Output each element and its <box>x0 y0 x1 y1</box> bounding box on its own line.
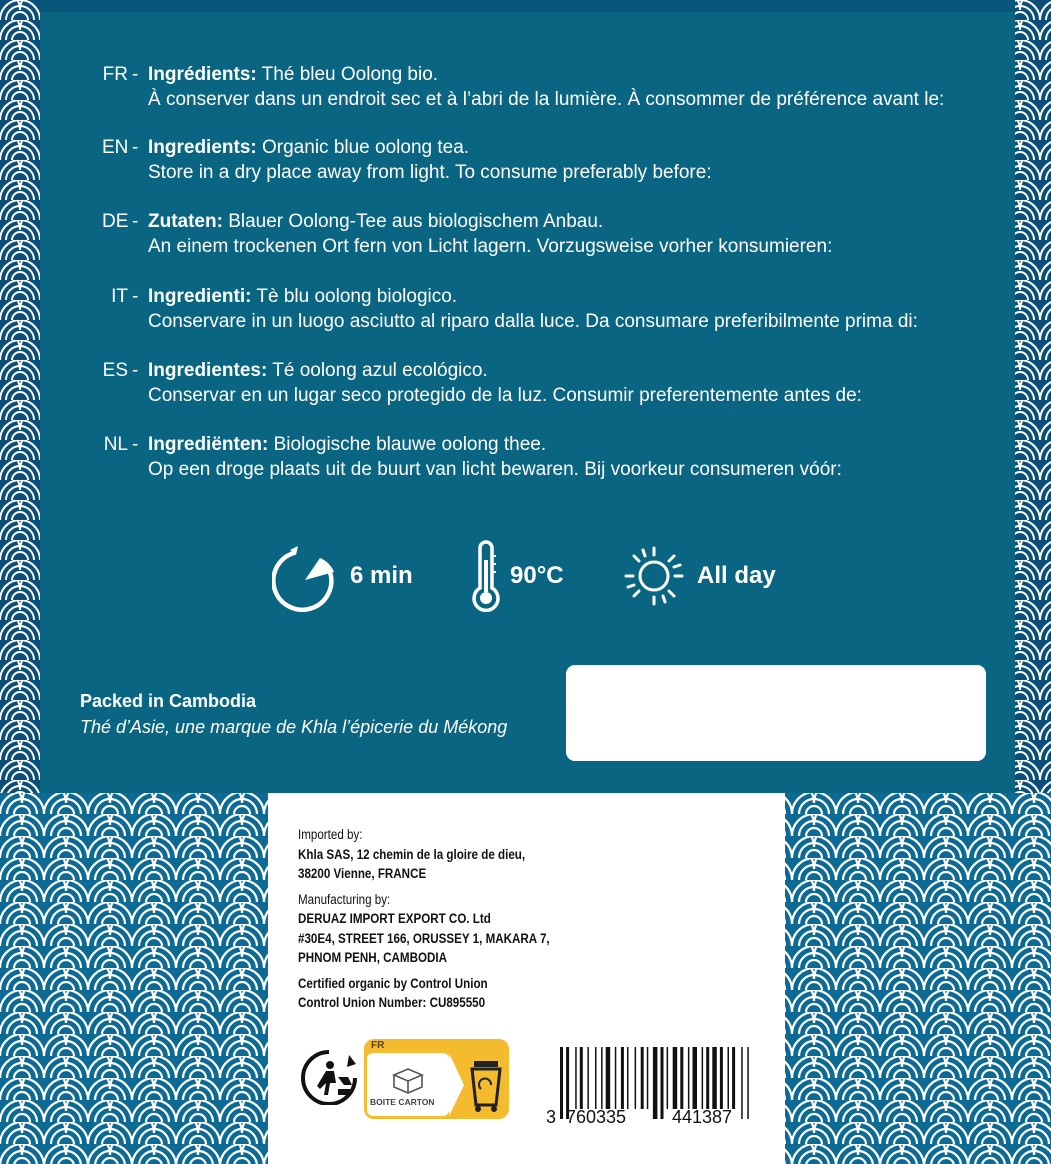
manufacturer-line3: PHNOM PENH, CAMBODIA <box>298 950 448 965</box>
ingredients-text: Thé bleu Oolong bio. <box>256 64 439 85</box>
barcode-bar <box>702 1047 704 1109</box>
language-code: ES <box>102 360 128 381</box>
ingredients-text: Tè blu oolong biologico. <box>251 286 458 307</box>
barcode-bar <box>587 1047 589 1109</box>
origin-info <box>80 688 507 740</box>
manufacturer-line1: DERUAZ IMPORT EXPORT CO. Ltd <box>298 911 491 926</box>
ingredients-text: Té oolong azul ecológico. <box>267 360 488 381</box>
barcode-bar <box>601 1047 603 1109</box>
barcode-group1: 760335 <box>566 1107 627 1127</box>
importer-address-line1: Khla SAS, 12 chemin de la gloire de dieu, <box>298 846 526 862</box>
brew-temperature-label: 90°C <box>510 562 564 589</box>
brew-time <box>272 538 432 614</box>
language-code: FR <box>102 64 128 85</box>
brew-temperature <box>470 538 590 614</box>
storage-text: An einem trockenen Ort fern von Licht lagern. Vorzugsweise vorher konsumieren: <box>148 236 833 257</box>
language-code: IT <box>111 286 128 307</box>
barcode-bar <box>732 1047 735 1109</box>
barcode-bar <box>661 1047 664 1119</box>
language-code: DE <box>102 211 129 232</box>
ingredients-text: Blauer Oolong-Tee aus biologischem Anbau. <box>222 211 604 232</box>
recycle-country: FR <box>371 1040 385 1051</box>
ingredients-title: Ingredientes: <box>148 360 268 381</box>
storage-text: Store in a dry place away from light. To consume preferably before: <box>148 162 712 183</box>
barcode-bar <box>741 1047 743 1119</box>
imported-heading: Imported by: <box>298 827 363 842</box>
company-info <box>298 825 550 1013</box>
sun-icon <box>622 544 686 608</box>
triman-recycling-icon <box>300 1049 358 1105</box>
barcode-bar <box>606 1047 611 1109</box>
brew-moment <box>622 538 822 614</box>
date-sticker-area <box>566 665 986 761</box>
barcode-bar <box>747 1047 749 1119</box>
barcode-bar <box>720 1047 723 1109</box>
certified-line2: Control Union Number: CU895550 <box>298 995 486 1010</box>
recycle-item: BOITE CARTON <box>370 1097 435 1107</box>
brew-time-label: 6 min <box>350 562 413 589</box>
barcode-bar <box>621 1047 624 1109</box>
ingredients-title: Ingredienti: <box>148 286 252 307</box>
barcode-bar <box>641 1047 644 1109</box>
certified-line1: Certified organic by Control Union <box>298 975 488 991</box>
ingredients-title: Zutaten: <box>148 211 223 232</box>
barcode-bar <box>688 1047 690 1109</box>
barcode-bar <box>673 1047 678 1109</box>
barcode-bar <box>712 1047 717 1109</box>
brand-text: Thé d’Asie, une marque de Khla l’épicerie du Mékong <box>80 717 508 737</box>
info-label <box>268 793 785 1164</box>
barcode-bar <box>595 1047 597 1109</box>
barcode-bar <box>635 1047 637 1109</box>
language-code: EN <box>102 137 129 158</box>
barcode-bar <box>667 1047 669 1109</box>
ingredients-title: Ingredients: <box>148 137 257 158</box>
storage-text: À conserver dans un endroit sec et à l’abri de la lumière. À consommer de préférence avant le: <box>148 89 945 110</box>
barcode-bar <box>647 1047 649 1109</box>
timer-icon <box>272 542 338 612</box>
packed-in-text: Packed in Cambodia <box>80 691 257 711</box>
barcode-bar <box>693 1047 698 1109</box>
language-code: NL <box>103 434 128 455</box>
storage-text: Conservar en un lugar seco protegido de la luz. Consumir preferentemente antes de: <box>148 385 862 406</box>
barcode-bar <box>653 1047 658 1119</box>
brew-moment-label: All day <box>697 562 776 589</box>
ingredients-text: Biologische blauwe oolong thee. <box>268 434 547 455</box>
barcode-bar <box>580 1047 583 1109</box>
ingredients-text: Organic blue oolong tea. <box>256 137 470 158</box>
barcode-bar <box>706 1047 709 1109</box>
manufacturer-line2: #30E4, STREET 166, ORUSSEY 1, MAKARA 7, <box>298 930 550 946</box>
barcode-bar <box>575 1047 577 1109</box>
instructions-panel: FR - Ingrédients: Thé bleu Oolong bio. À conserver dans un endroit sec et à l’abri de la lumière. À consommer de préférence avant le: EN - Ingredients: Organic blue oolong tea. Store in a dry place away from light. To consume preferably before: DE - Zutaten: Blauer Oolong-Tee aus biologischem Anbau. An einem trockenen Ort fern von Licht lagern. Vorzugsweise vorher konsumieren: IT - Ingredienti: Tè blu oolong biologico. Conservare in un luogo asciutto al riparo dalla luce. Da consumare preferibilmente prima di: ES - Ingredientes: Té oolong azul ecológico. Conservar en un lugar seco protegido de la luz. Consumir preferentemente antes de: NL - Ingrediënten: Biologische blauwe oolong thee. Op een droge plaats uit de buurt van licht bewaren. Bij voorkeur consumeren vóór: 6 min 90°C All day Packed in Cambodia Thé d’Asie, une marque de Khla l’épicerie du Mékong <box>40 0 1015 793</box>
barcode-bar <box>615 1047 617 1109</box>
recycling-info-tag <box>364 1039 509 1119</box>
storage-text: Op een droge plaats uit de buurt van licht bewaren. Bij voorkeur consumeren vóór: <box>148 459 842 480</box>
panel-top-edge <box>40 0 1015 12</box>
ingredients-title: Ingrediënten: <box>148 434 269 455</box>
storage-text: Conservare in un luogo asciutto al riparo dalla luce. Da consumare preferibilmente prima di: <box>148 311 918 332</box>
barcode-group2: 441387 <box>672 1107 733 1127</box>
barcode-bar <box>680 1047 683 1109</box>
thermometer-icon <box>470 540 502 614</box>
importer-address-line2: 38200 Vienne, FRANCE <box>298 866 427 881</box>
barcode-bar <box>560 1047 563 1119</box>
brewing-instructions <box>40 538 1015 614</box>
barcode-digit1: 3 <box>546 1107 557 1127</box>
manufacturing-heading: Manufacturing by: <box>298 891 391 907</box>
barcode-bar <box>728 1047 730 1109</box>
ingredients-title: Ingrédients: <box>148 64 257 85</box>
barcode-bar <box>627 1047 629 1109</box>
